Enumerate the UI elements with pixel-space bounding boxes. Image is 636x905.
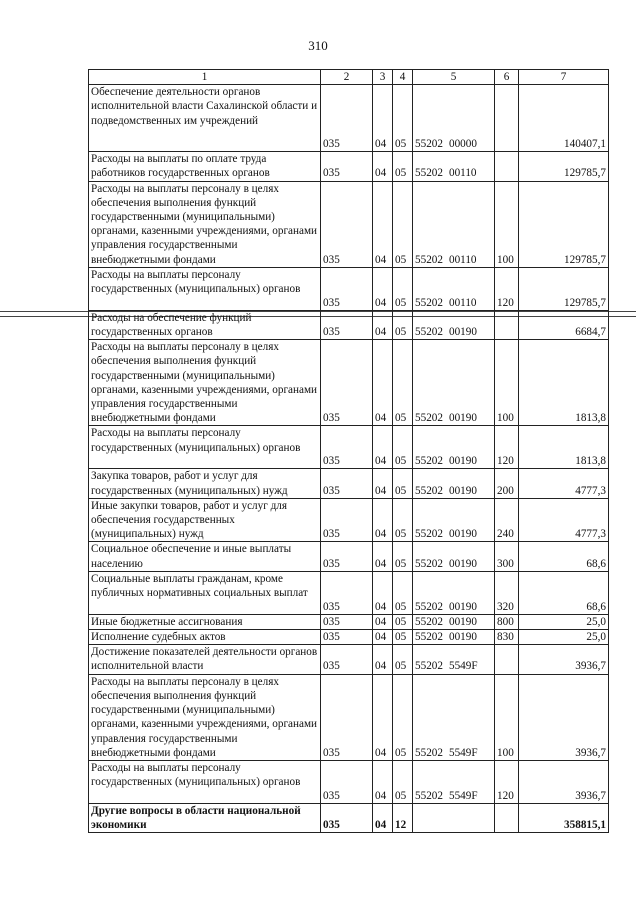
- row-section-cell: 04: [373, 542, 393, 571]
- row-expense-type-cell: 120: [495, 760, 519, 803]
- row-direction-code: 00190: [448, 528, 477, 541]
- row-name-cell: Расходы на выплаты по оплате труда работников государственных органов: [89, 152, 321, 181]
- row-ministry-cell: 035: [321, 760, 373, 803]
- row-section-cell: 04: [373, 571, 393, 614]
- row-target-article-cell: [413, 340, 495, 426]
- header-cell-ministry: 2: [321, 70, 373, 85]
- row-ministry-cell: 035: [321, 645, 373, 674]
- row-name-cell: Закупка товаров, работ и услуг для государственных (муниципальных) нужд: [89, 469, 321, 498]
- table-row: [89, 571, 609, 614]
- row-subsection-cell: 05: [393, 469, 413, 498]
- row-name-cell: Расходы на выплаты персоналу государственных (муниципальных) органов: [89, 267, 321, 310]
- row-direction-code: 00190: [448, 557, 477, 570]
- row-subsection-cell: 05: [393, 85, 413, 152]
- row-sum-cell: 129785,7: [519, 181, 609, 267]
- row-ministry-cell: 035: [321, 181, 373, 267]
- row-subsection-cell: 05: [393, 542, 413, 571]
- row-sum-cell: 1813,8: [519, 340, 609, 426]
- row-target-article-cell: [413, 498, 495, 542]
- row-target-article-cell: [413, 267, 495, 310]
- table-header-row: [89, 70, 609, 85]
- row-section-cell: 04: [373, 614, 393, 629]
- row-name-cell: Другие вопросы в области национальной экономики: [89, 803, 321, 832]
- row-program-code: 55202: [415, 528, 443, 541]
- row-direction-code: 00190: [448, 412, 477, 425]
- row-program-code: 55202: [415, 296, 443, 309]
- row-target-article-cell: [413, 85, 495, 152]
- table-row: [89, 267, 609, 310]
- row-target-article-cell: [413, 760, 495, 803]
- row-section-cell: 04: [373, 152, 393, 181]
- row-section-cell: 04: [373, 426, 393, 469]
- row-direction-code: 5549F: [448, 746, 478, 759]
- row-expense-type-cell: 800: [495, 614, 519, 629]
- budget-table-container: [88, 69, 608, 833]
- row-section-cell: 04: [373, 645, 393, 674]
- row-expense-type-cell: [495, 152, 519, 181]
- row-program-code: 55202: [415, 631, 443, 644]
- row-program-code: 55202: [415, 660, 443, 673]
- row-subsection-cell: 05: [393, 181, 413, 267]
- table-row: [89, 645, 609, 674]
- row-expense-type-cell: 120: [495, 426, 519, 469]
- row-ministry-cell: 035: [321, 426, 373, 469]
- row-subsection-cell: 05: [393, 571, 413, 614]
- row-program-code: 55202: [415, 326, 443, 339]
- row-direction-code: 00190: [448, 455, 477, 468]
- row-program-code: 55202: [415, 167, 443, 180]
- row-subsection-cell: 05: [393, 152, 413, 181]
- row-expense-type-cell: 830: [495, 630, 519, 645]
- row-program-code: 55202: [415, 138, 443, 150]
- row-sum-cell: 25,0: [519, 614, 609, 629]
- row-sum-cell: 25,0: [519, 630, 609, 645]
- row-ministry-cell: 035: [321, 267, 373, 310]
- row-subsection-cell: 05: [393, 310, 413, 339]
- row-section-cell: 04: [373, 803, 393, 832]
- row-direction-code: 00110: [448, 253, 477, 266]
- header-cell-subsection: 4: [393, 70, 413, 85]
- row-name-cell: Расходы на выплаты персоналу в целях обеспечения выполнения функций государственными (муниципальными) органами, казенными учреждениями, органами управления государственными внебюджетными фондами: [89, 181, 321, 267]
- table-row: [89, 426, 609, 469]
- row-target-article-cell: [413, 803, 495, 832]
- row-sum-cell: 140407,1: [519, 85, 609, 152]
- budget-table: [88, 69, 609, 833]
- row-ministry-cell: 035: [321, 152, 373, 181]
- row-target-article-cell: [413, 542, 495, 571]
- row-section-cell: 04: [373, 181, 393, 267]
- row-direction-code: 00190: [448, 484, 477, 497]
- row-sum-cell: 3936,7: [519, 645, 609, 674]
- row-direction-code: 00190: [448, 326, 477, 339]
- row-ministry-cell: 035: [321, 340, 373, 426]
- row-ministry-cell: 035: [321, 674, 373, 760]
- table-row: [89, 85, 609, 152]
- table-row: [89, 614, 609, 629]
- row-sum-cell: 68,6: [519, 542, 609, 571]
- row-subsection-cell: 05: [393, 267, 413, 310]
- row-name-cell: Достижение показателей деятельности органов исполнительной власти: [89, 645, 321, 674]
- row-sum-cell: 4777,3: [519, 469, 609, 498]
- row-sum-cell: 3936,7: [519, 760, 609, 803]
- row-sum-cell: 4777,3: [519, 498, 609, 542]
- table-row: [89, 181, 609, 267]
- table-row: [89, 310, 609, 339]
- row-direction-code: 00000: [448, 138, 477, 150]
- row-expense-type-cell: 200: [495, 469, 519, 498]
- row-expense-type-cell: [495, 803, 519, 832]
- row-target-article-cell: [413, 645, 495, 674]
- row-target-article-cell: [413, 614, 495, 629]
- row-target-article-cell: [413, 181, 495, 267]
- row-expense-type-cell: [495, 310, 519, 339]
- row-expense-type-cell: 320: [495, 571, 519, 614]
- table-row: [89, 340, 609, 426]
- row-expense-type-cell: 100: [495, 181, 519, 267]
- row-ministry-cell: 035: [321, 803, 373, 832]
- row-name-cell: Иные бюджетные ассигнования: [89, 614, 321, 629]
- row-expense-type-cell: 300: [495, 542, 519, 571]
- row-expense-type-cell: [495, 645, 519, 674]
- row-sum-cell: 6684,7: [519, 310, 609, 339]
- header-cell-name: 1: [89, 70, 321, 85]
- row-target-article-cell: [413, 674, 495, 760]
- row-subsection-cell: 12: [393, 803, 413, 832]
- row-sum-cell: 129785,7: [519, 267, 609, 310]
- row-name-cell: Обеспечение деятельности органов исполнительной власти Сахалинской области и подведомственных им учреждений: [89, 85, 321, 152]
- row-ministry-cell: 035: [321, 614, 373, 629]
- header-cell-section: 3: [373, 70, 393, 85]
- header-cell-sum: 7: [519, 70, 609, 85]
- row-subsection-cell: 05: [393, 498, 413, 542]
- row-target-article-cell: [413, 630, 495, 645]
- row-name-cell: Расходы на выплаты персоналу государственных (муниципальных) органов: [89, 426, 321, 469]
- table-row: [89, 542, 609, 571]
- row-program-code: 55202: [415, 455, 443, 468]
- row-ministry-cell: 035: [321, 630, 373, 645]
- row-target-article-cell: [413, 426, 495, 469]
- table-row: [89, 469, 609, 498]
- table-row: [89, 630, 609, 645]
- table-row: [89, 674, 609, 760]
- row-target-article-cell: [413, 571, 495, 614]
- row-section-cell: 04: [373, 340, 393, 426]
- row-expense-type-cell: 100: [495, 674, 519, 760]
- row-program-code: 55202: [415, 615, 443, 628]
- row-expense-type-cell: 240: [495, 498, 519, 542]
- row-direction-code: 00190: [448, 600, 477, 613]
- row-section-cell: 04: [373, 267, 393, 310]
- row-program-code: 55202: [415, 600, 443, 613]
- row-direction-code: 00190: [448, 631, 477, 644]
- row-name-cell: Иные закупки товаров, работ и услуг для обеспечения государственных (муниципальных) нужд: [89, 498, 321, 542]
- row-expense-type-cell: 100: [495, 340, 519, 426]
- row-name-cell: Расходы на выплаты персоналу в целях обеспечения выполнения функций государственными (муниципальными) органами, казенными учреждениями, органами управления государственными внебюджетными фондами: [89, 340, 321, 426]
- row-name-cell: Исполнение судебных актов: [89, 630, 321, 645]
- row-ministry-cell: 035: [321, 85, 373, 152]
- row-target-article-cell: [413, 310, 495, 339]
- row-direction-code: 00110: [448, 296, 477, 309]
- row-program-code: 55202: [415, 484, 443, 497]
- row-direction-code: 00110: [448, 167, 477, 180]
- row-subsection-cell: 05: [393, 426, 413, 469]
- header-cell-target-article: 5: [413, 70, 495, 85]
- row-program-code: 55202: [415, 557, 443, 570]
- row-name-cell: Расходы на выплаты персоналу государственных (муниципальных) органов: [89, 760, 321, 803]
- table-row: [89, 803, 609, 832]
- row-target-article-cell: [413, 469, 495, 498]
- row-program-code: 55202: [415, 412, 443, 425]
- page-number: 310: [308, 38, 328, 53]
- row-name-cell: Социальные выплаты гражданам, кроме публичных нормативных социальных выплат: [89, 571, 321, 614]
- row-program-code: 55202: [415, 789, 443, 802]
- row-expense-type-cell: [495, 85, 519, 152]
- row-section-cell: 04: [373, 674, 393, 760]
- row-subsection-cell: 05: [393, 760, 413, 803]
- row-ministry-cell: 035: [321, 571, 373, 614]
- row-section-cell: 04: [373, 760, 393, 803]
- row-subsection-cell: 05: [393, 630, 413, 645]
- row-target-article-cell: [413, 152, 495, 181]
- row-expense-type-cell: 120: [495, 267, 519, 310]
- table-row: [89, 760, 609, 803]
- row-sum-cell: 68,6: [519, 571, 609, 614]
- header-cell-expense-type: 6: [495, 70, 519, 85]
- table-row: [89, 498, 609, 542]
- row-sum-cell: 1813,8: [519, 426, 609, 469]
- table-row: [89, 152, 609, 181]
- row-name-cell: Расходы на обеспечение функций государственных органов: [89, 310, 321, 339]
- row-ministry-cell: 035: [321, 498, 373, 542]
- row-name-cell: Расходы на выплаты персоналу в целях обеспечения выполнения функций государственными (муниципальными) органами, казенными учреждениями, органами управления государственными внебюджетными фондами: [89, 674, 321, 760]
- row-sum-cell: 3936,7: [519, 674, 609, 760]
- row-ministry-cell: 035: [321, 469, 373, 498]
- row-subsection-cell: 05: [393, 614, 413, 629]
- row-ministry-cell: 035: [321, 542, 373, 571]
- row-direction-code: 5549F: [448, 789, 478, 802]
- row-sum-cell: 129785,7: [519, 152, 609, 181]
- row-subsection-cell: 05: [393, 645, 413, 674]
- row-ministry-cell: 035: [321, 310, 373, 339]
- row-sum-cell: 358815,1: [519, 803, 609, 832]
- row-program-code: 55202: [415, 746, 443, 759]
- row-name-cell: Социальное обеспечение и иные выплаты населению: [89, 542, 321, 571]
- row-section-cell: 04: [373, 85, 393, 152]
- row-section-cell: 04: [373, 630, 393, 645]
- row-section-cell: 04: [373, 310, 393, 339]
- row-direction-code: 00190: [448, 615, 477, 628]
- row-program-code: 55202: [415, 253, 443, 266]
- row-subsection-cell: 05: [393, 340, 413, 426]
- row-subsection-cell: 05: [393, 674, 413, 760]
- row-section-cell: 04: [373, 498, 393, 542]
- row-direction-code: 5549F: [448, 660, 478, 673]
- row-section-cell: 04: [373, 469, 393, 498]
